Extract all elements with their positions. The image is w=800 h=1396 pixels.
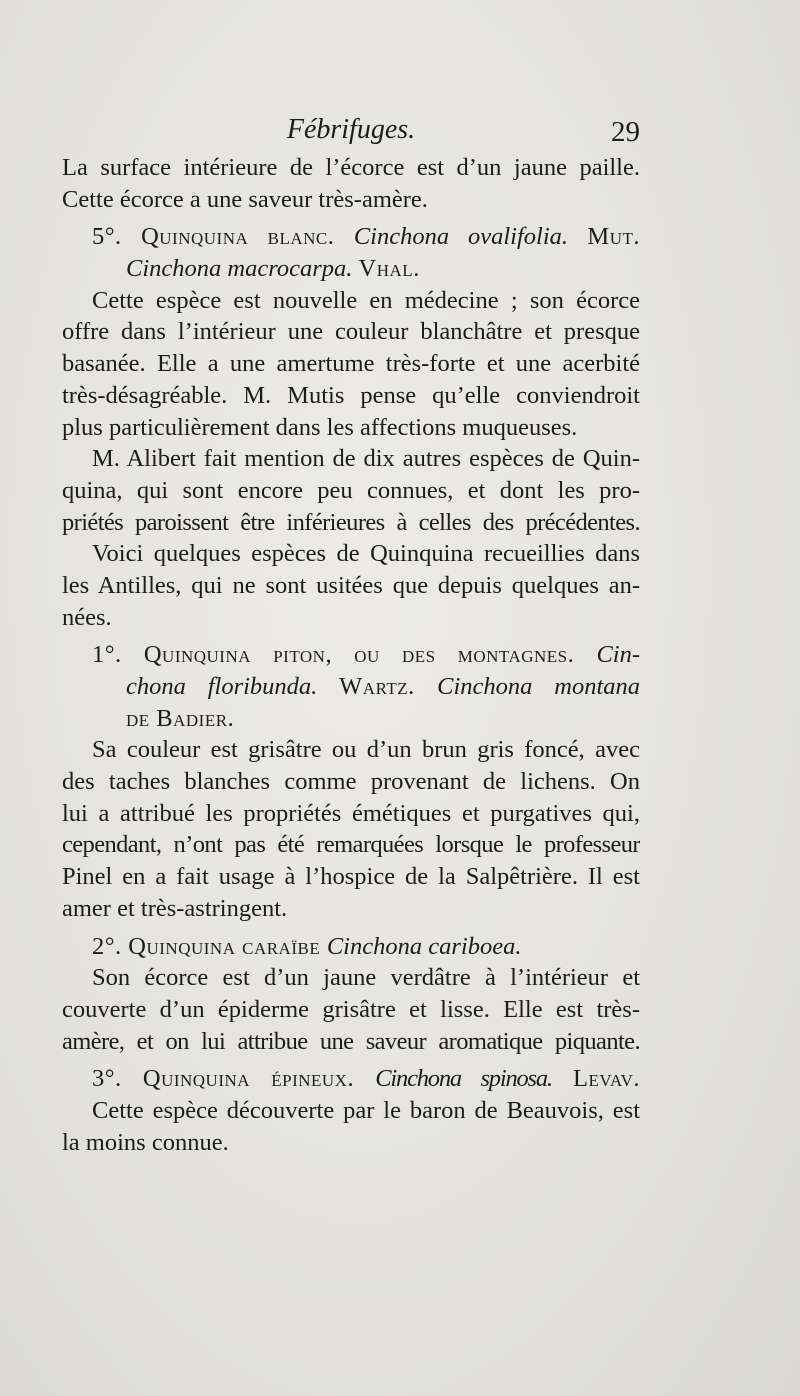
page-number: 29 [611, 116, 640, 148]
text-line: 5°. Quinquina blanc. Cinchona ovalifolia. Mut. [92, 223, 640, 251]
text-line: cependant, n’ont pas été remarquées lorsque le professeur [62, 831, 640, 859]
text-line: la moins connue. [62, 1128, 229, 1156]
text-line: Sa couleur est grisâtre ou d’un brun gris foncé, avec [92, 736, 640, 764]
text-line: nées. [62, 603, 112, 631]
text-line: des taches blanches comme provenant de lichens. On [62, 768, 640, 796]
running-title: Fébrifuges. [286, 114, 416, 145]
text-line: lui a attribué les propriétés émétiques et purgatives qui, [62, 799, 640, 827]
text-line: Son écorce est d’un jaune verdâtre à l’intérieur et [92, 964, 640, 992]
text-line: amer et très-astringent. [62, 894, 288, 922]
text-line: basanée. Elle a une amertume très-forte et une acerbité [62, 350, 640, 378]
text-line: priétés paroissent être inférieures à celles des précédentes. [62, 508, 640, 536]
text-line: 3°. Quinquina épineux. Cinchona spinosa. Levav. [92, 1065, 640, 1093]
text-line: La surface intérieure de l’écorce est d’un jaune paille. [62, 154, 640, 181]
text-line: Pinel en a fait usage à l’hospice de la Salpêtrière. Il est [62, 863, 640, 891]
text-line: 2°. Quinquina caraïbe Cinchona cariboea. [92, 932, 522, 960]
page-header [62, 108, 640, 152]
text-line: très-désagréable. M. Mutis pense qu’elle conviendroit [62, 381, 640, 409]
text-line: quina, qui sont encore peu connues, et dont les pro- [62, 476, 640, 504]
text-line: Voici quelques espèces de Quinquina recueillies dans [92, 540, 640, 568]
text-line: offre dans l’intérieur une couleur blanchâtre et presque [62, 318, 640, 346]
text-line: couverte d’un épiderme grisâtre et lisse. Elle est très- [62, 995, 640, 1023]
text-line: Cette espèce découverte par le baron de Beauvois, est [92, 1096, 640, 1124]
text-line: Cinchona macrocarpa. Vhal. [126, 255, 420, 283]
text-line: amère, et on lui attribue une saveur aromatique piquante. [62, 1027, 640, 1055]
text-line: plus particulièrement dans les affections muqueuses. [62, 413, 578, 441]
text-line: les Antilles, qui ne sont usitées que depuis quelques an- [62, 571, 640, 599]
text-line: Cette écorce a une saveur très-amère. [62, 185, 428, 213]
body-text [62, 152, 640, 1158]
text-line: M. Alibert fait mention de dix autres espèces de Quin- [92, 445, 640, 473]
text-line: de Badier. [126, 704, 235, 732]
text-line: Cette espèce est nouvelle en médecine ; son écorce [92, 286, 640, 314]
text-line: chona floribunda. Wartz. Cinchona montana [126, 673, 640, 700]
text-line: 1°. Quinquina piton, ou des montagnes. Cin- [92, 641, 640, 669]
